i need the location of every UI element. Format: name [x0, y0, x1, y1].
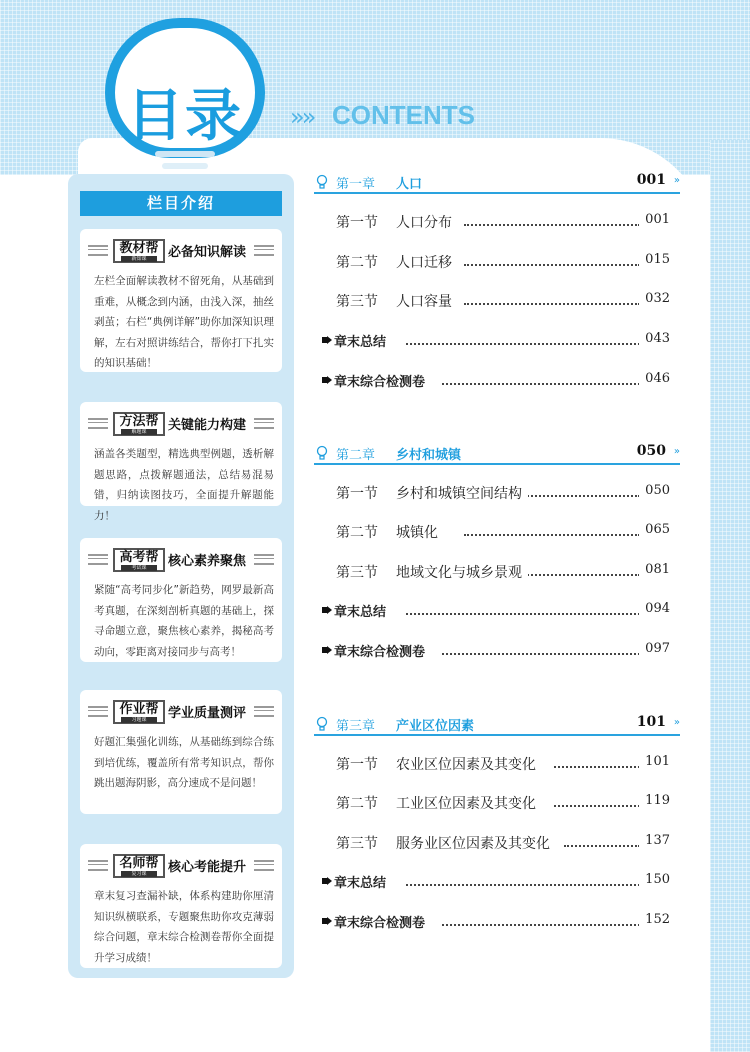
card-title: 关键能力构建 [168, 418, 247, 433]
card-tag [113, 854, 165, 878]
card-tag-sub: 解题课 [121, 429, 157, 435]
leader-dots [406, 884, 640, 886]
double-arrow-icon: » [673, 717, 680, 728]
section-number: 第三节 [336, 565, 378, 581]
section-page: 081 [639, 562, 670, 577]
page-title: 目录 [127, 84, 243, 149]
leader-dots [554, 766, 640, 768]
card-tag [113, 412, 165, 436]
card-tag [113, 239, 165, 263]
pointer-bullet-icon [322, 375, 332, 385]
right-pattern-band [710, 140, 750, 1052]
card-tag-text: 作业帮 [119, 702, 159, 717]
decor-lines-icon [88, 706, 108, 717]
section-title: 农业区位因素及其变化 [396, 754, 542, 774]
section-page: 152 [639, 912, 670, 927]
leader-dots [564, 845, 640, 847]
toc-entry[interactable] [314, 212, 670, 234]
chapter-page: 001 [636, 172, 666, 188]
section-page: 101 [639, 754, 670, 769]
chapter-number: 第一章 [336, 177, 376, 192]
section-page: 032 [639, 291, 670, 306]
decor-lines-icon [88, 418, 108, 429]
title-arrows-icon: »» [290, 103, 314, 131]
section-page: 119 [639, 793, 670, 808]
pointer-bullet-icon [322, 916, 332, 926]
intro-card-gaokao [80, 538, 282, 662]
section-number: 第二节 [336, 525, 378, 541]
decor-lines-icon [88, 860, 108, 871]
toc-entry-summary[interactable] [314, 601, 670, 623]
card-label [80, 548, 282, 574]
toc-entry-test[interactable] [314, 912, 670, 934]
decor-lines-icon [254, 860, 274, 871]
section-page: 094 [639, 601, 670, 616]
card-description: 好题汇集强化训练，从基础练到综合练到培优练，覆盖所有常考知识点，帮你跳出题海阴影，高分速成不是问题！ [94, 736, 274, 789]
toc-entry[interactable] [314, 252, 670, 274]
leader-dots [464, 224, 640, 226]
pointer-bullet-icon [322, 335, 332, 345]
double-arrow-icon: » [673, 175, 680, 186]
section-title: 人口容量 [396, 291, 458, 311]
card-description: 紧随“高考同步化”新趋势，网罗最新高考真题，在深刻剖析真题的基础上，探寻命题立意，聚焦核心素养，揭秘高考动向，零距离对接同步与高考！ [94, 584, 274, 658]
card-tag [113, 700, 165, 724]
section-title: 地域文化与城乡景观 [396, 562, 528, 582]
leader-dots [464, 264, 640, 266]
card-label [80, 854, 282, 880]
section-number: 第二节 [336, 796, 378, 812]
card-tag-sub: 新知课 [121, 256, 157, 262]
card-tag-text: 高考帮 [119, 550, 159, 565]
toc-entry-summary[interactable] [314, 331, 670, 353]
lightbulb-icon [316, 445, 328, 461]
decor-lines-icon [88, 245, 108, 256]
pointer-bullet-icon [322, 605, 332, 615]
pointer-bullet-icon [322, 876, 332, 886]
leader-dots [406, 613, 640, 615]
chapter-heading[interactable] [314, 172, 680, 194]
leader-dots [464, 303, 640, 305]
section-page: 001 [639, 212, 670, 227]
section-title: 章末总结 [334, 331, 392, 350]
section-title: 章末综合检测卷 [334, 371, 431, 390]
toc-entry[interactable] [314, 522, 670, 544]
decor-lines-icon [254, 706, 274, 717]
bulb-base-line [162, 163, 208, 169]
card-label [80, 412, 282, 438]
toc-entry[interactable] [314, 793, 670, 815]
section-number: 第二节 [336, 255, 378, 271]
decor-lines-icon [88, 554, 108, 565]
section-title: 工业区位因素及其变化 [396, 793, 542, 813]
card-title: 核心素养聚焦 [168, 554, 247, 569]
section-number: 第三节 [336, 836, 378, 852]
card-title: 必备知识解读 [168, 245, 247, 260]
section-title: 人口分布 [396, 212, 458, 232]
section-number: 第一节 [336, 757, 378, 773]
card-label [80, 239, 282, 265]
leader-dots [464, 534, 640, 536]
section-title: 章末总结 [334, 872, 392, 891]
toc-entry[interactable] [314, 754, 670, 776]
leader-dots [442, 383, 640, 385]
card-description: 涵盖各类题型，精选典型例题，透析解题思路，点拨解题通法，总结易混易错，归纳读图技巧，全面提升解题能力！ [94, 448, 274, 522]
intro-card-textbook [80, 229, 282, 372]
chapter-heading[interactable] [314, 443, 680, 465]
card-description: 章末复习查漏补缺，体系构建助你厘清知识纵横联系，专题聚焦助你攻克薄弱综合问题，章末综合检测卷帮你全面提升学习成绩！ [94, 890, 274, 964]
section-page: 065 [639, 522, 670, 537]
double-arrow-icon: » [673, 446, 680, 457]
section-page: 097 [639, 641, 670, 656]
section-page: 046 [639, 371, 670, 386]
card-tag-text: 方法帮 [119, 414, 159, 429]
toc-entry[interactable] [314, 483, 670, 505]
leader-dots [442, 653, 640, 655]
chapter-title: 人口 [396, 177, 423, 192]
lightbulb-icon [316, 174, 328, 190]
section-page: 043 [639, 331, 670, 346]
page-title-english: CONTENTS [332, 100, 475, 130]
toc-entry[interactable] [314, 291, 670, 313]
chapter-title: 乡村和城镇 [396, 448, 462, 463]
toc-entry[interactable] [314, 562, 670, 584]
card-tag-sub: 考试课 [121, 565, 157, 571]
section-page: 137 [639, 833, 670, 848]
leader-dots [554, 805, 640, 807]
leader-dots [442, 924, 640, 926]
toc-entry-test[interactable] [314, 641, 670, 663]
intro-card-teacher [80, 844, 282, 968]
card-title: 核心考能提升 [168, 860, 247, 875]
decor-lines-icon [254, 245, 274, 256]
toc-entry-test[interactable] [314, 371, 670, 393]
section-number: 第三节 [336, 294, 378, 310]
card-tag-text: 名师帮 [119, 856, 159, 871]
card-tag [113, 548, 165, 572]
sidebar-heading: 栏目介绍 [80, 191, 282, 216]
card-tag-text: 教材帮 [119, 241, 159, 256]
intro-card-homework [80, 690, 282, 814]
section-title: 人口迁移 [396, 252, 458, 272]
lightbulb-icon [316, 716, 328, 732]
leader-dots [406, 343, 640, 345]
section-title: 章末总结 [334, 601, 392, 620]
card-tag-sub: 习题课 [121, 717, 157, 723]
chapter-number: 第三章 [336, 719, 376, 734]
card-title: 学业质量测评 [168, 706, 247, 721]
card-description: 左栏全面解读教材不留死角，从基础到重难，从概念到内涵，由浅入深，抽丝剥茧；右栏“典例详解”助你加深知识理解，左右对照讲练结合，帮你打下扎实的知识基础！ [94, 275, 274, 369]
chapter-page: 050 [636, 443, 666, 459]
section-title: 服务业区位因素及其变化 [396, 833, 556, 853]
toc-entry-summary[interactable] [314, 872, 670, 894]
pointer-bullet-icon [322, 645, 332, 655]
section-title: 章末综合检测卷 [334, 912, 431, 931]
chapter-heading[interactable] [314, 714, 680, 736]
section-title: 城镇化 [396, 522, 444, 542]
section-title: 乡村和城镇空间结构 [396, 483, 528, 503]
card-tag-sub: 复习课 [121, 871, 157, 877]
toc-entry[interactable] [314, 833, 670, 855]
chapter-number: 第二章 [336, 448, 376, 463]
section-title: 章末综合检测卷 [334, 641, 431, 660]
decor-lines-icon [254, 418, 274, 429]
chapter-page: 101 [636, 714, 666, 730]
chapter-title: 产业区位因素 [396, 719, 475, 734]
section-page: 015 [639, 252, 670, 267]
section-number: 第一节 [336, 215, 378, 231]
section-page: 050 [639, 483, 670, 498]
decor-lines-icon [254, 554, 274, 565]
intro-card-method [80, 402, 282, 522]
card-label [80, 700, 282, 726]
section-number: 第一节 [336, 486, 378, 502]
section-page: 150 [639, 872, 670, 887]
